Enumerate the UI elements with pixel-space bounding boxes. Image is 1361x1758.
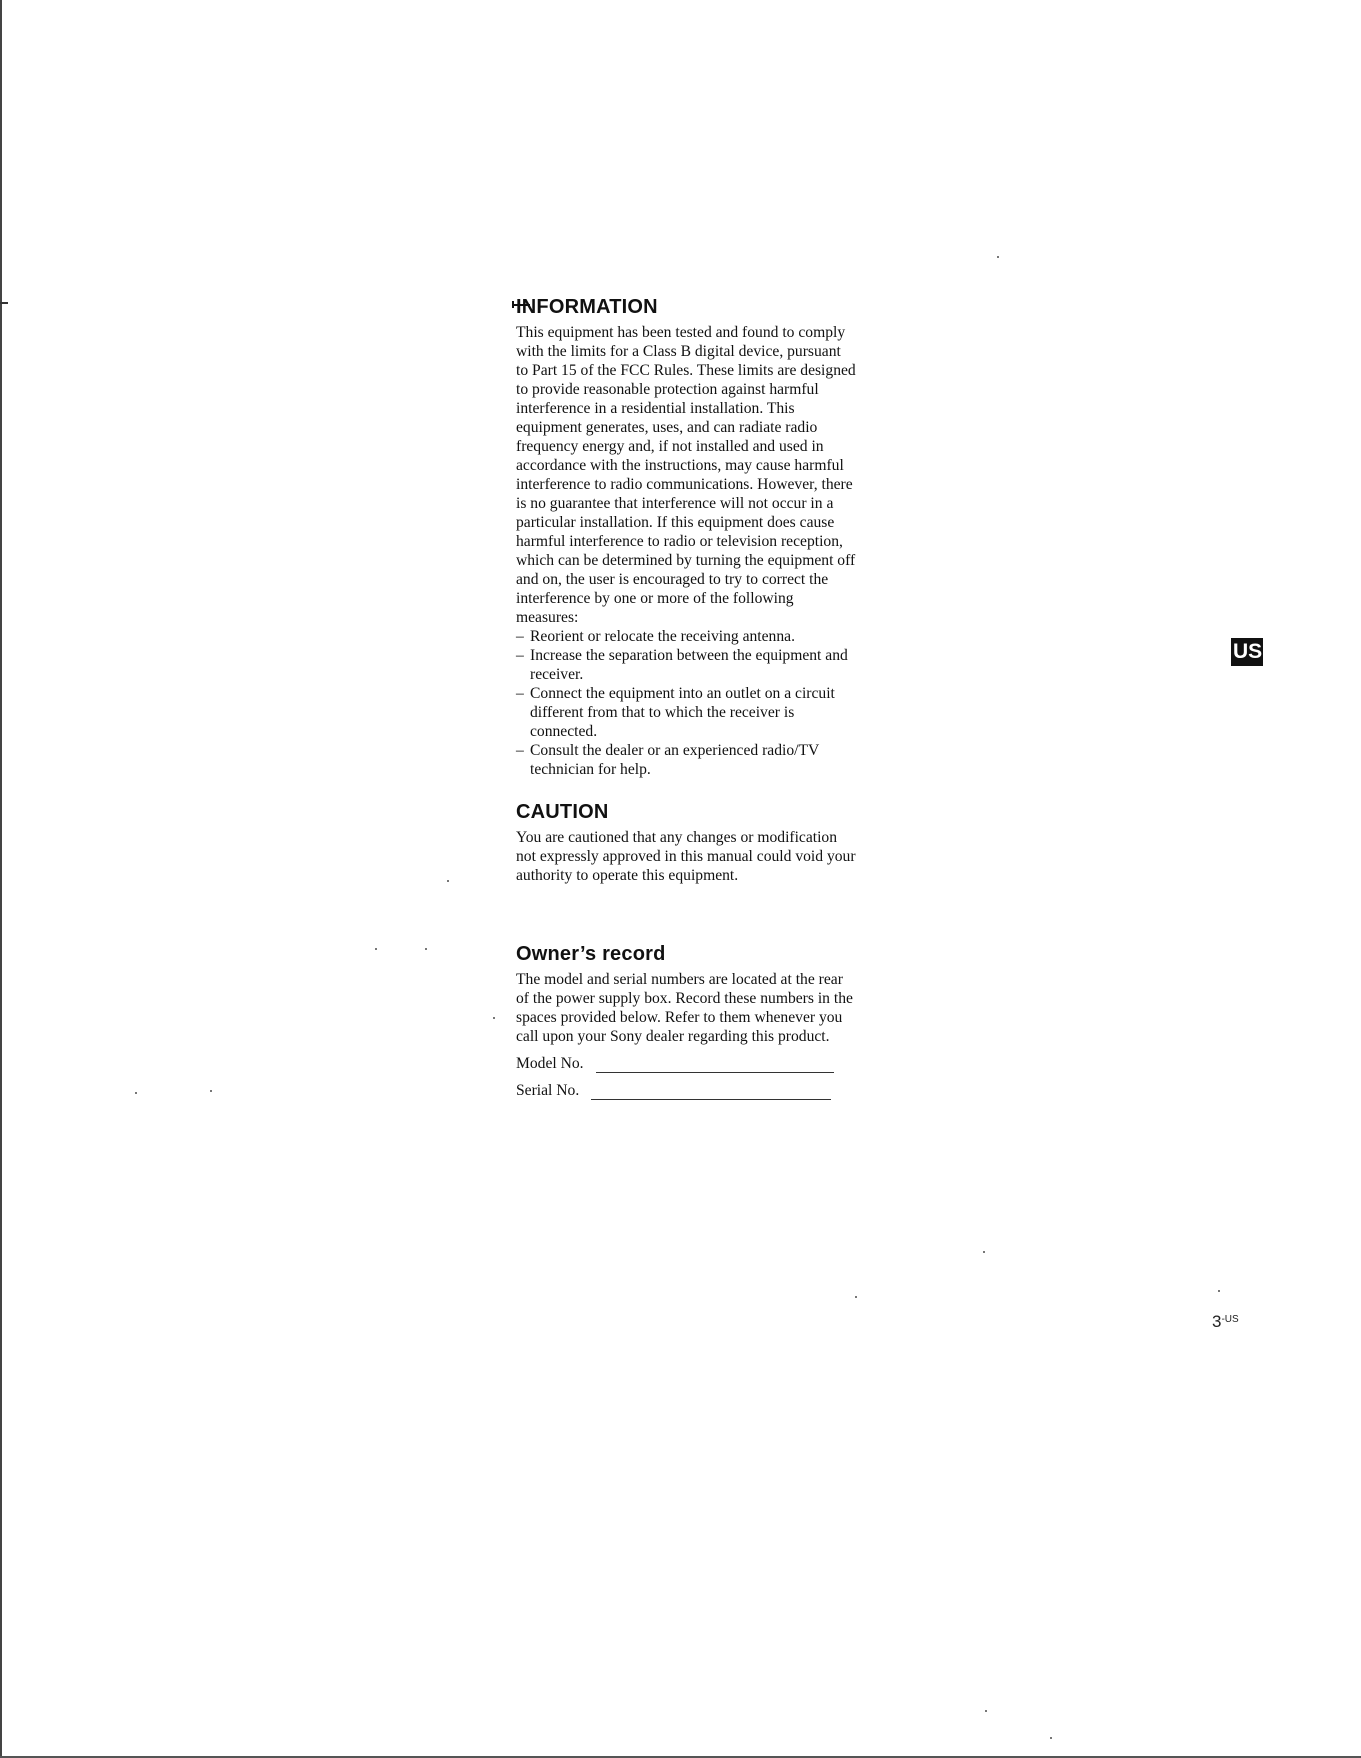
owners-record-section [516,943,856,1100]
measure-item [516,627,856,646]
scan-speck [493,1017,495,1019]
measure-text: Consult the dealer or an experienced radio/TV technician for help. [530,742,819,778]
scan-speck [210,1090,212,1092]
scan-speck [1050,1737,1052,1739]
information-body: This equipment has been tested and found to comply with the limits for a Class B digital device, pursuant to Part 15 of the FCC Rules. These limits are designed to provide reasonable protection against harmful interference in a residential installation. This equipment generates, uses, and can radiate radio frequency energy and, if not installed and used in accordance with the instructions, may cause harmful interference to radio communications. However, there is no guarantee that interference will not occur in a particular installation. If this equipment does cause harmful interference to radio or television reception, which can be determined by turning the equipment off and on, the user is encouraged to try to correct the interference by one or more of the following measures: [516,324,856,626]
scan-speck [1218,1290,1220,1292]
page-left-tick [0,302,8,304]
main-column [516,296,856,1100]
list-dash: – [516,628,524,645]
page-number-value: 3 [1212,1312,1222,1331]
measures-list [516,627,856,779]
scan-speck [855,1296,857,1298]
caution-heading: CAUTION [516,801,609,823]
page-number [1212,1312,1239,1332]
region-tab: US [1231,638,1263,666]
scan-speck [425,948,427,950]
model-number-blank [596,1060,834,1073]
measure-item [516,741,856,779]
scan-speck [375,948,377,950]
page-number-suffix: -US [1221,1314,1239,1325]
owners-record-body: The model and serial numbers are located at the rear of the power supply box. Record these numbers in the spaces provided below. Refer to them whenever you call upon your Sony dealer regarding this product. [516,971,853,1045]
caution-body: You are cautioned that any changes or modification not expressly approved in this manual could void your authority to operate this equipment. [516,829,856,884]
measure-text: Reorient or relocate the receiving antenna. [530,628,795,645]
serial-number-blank [591,1087,831,1100]
list-dash: – [516,685,524,702]
scan-speck [985,1710,987,1712]
measure-text: Connect the equipment into an outlet on a circuit different from that to which the receiver is connected. [530,685,835,740]
measure-item [516,684,856,741]
list-dash: – [516,742,524,759]
measure-item [516,646,856,684]
information-heading: INFORMATION [516,296,658,318]
scan-speck [447,880,449,882]
owners-record-heading: Owner’s record [516,943,666,965]
scan-speck [997,256,999,258]
measure-text: Increase the separation between the equipment and receiver. [530,647,848,683]
information-section [516,296,856,779]
page-left-edge [0,0,2,1758]
scan-speck [983,1251,985,1253]
model-number-label: Model No. [516,1055,584,1072]
serial-number-label: Serial No. [516,1082,580,1099]
list-dash: – [516,647,524,664]
scan-speck [135,1092,137,1094]
caution-section [516,801,856,885]
serial-number-line [516,1081,856,1100]
model-number-line [516,1054,856,1073]
